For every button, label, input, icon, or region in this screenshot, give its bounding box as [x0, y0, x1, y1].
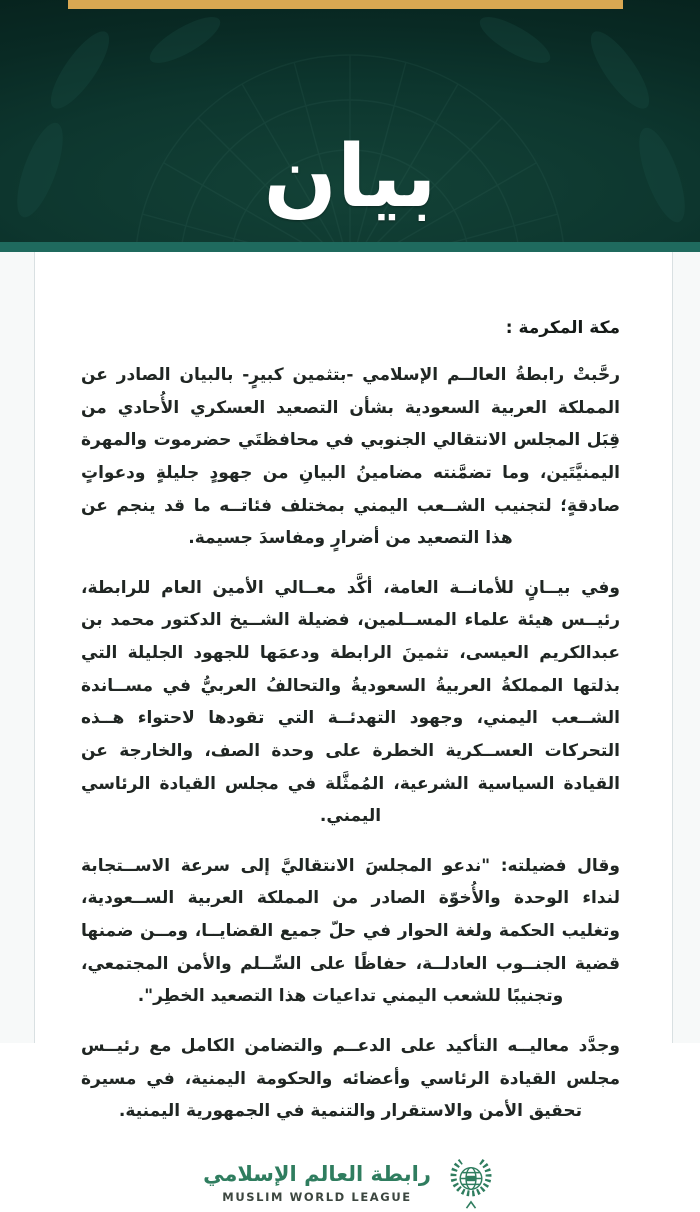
document-area — [0, 252, 700, 1204]
globe-wreath-icon — [444, 1154, 498, 1212]
paragraph-4: وجدَّد معاليــه التأكيد على الدعــم والتضامن الكامل مع رئيــس مجلس القيادة الرئاسي وأعضائه والحكومة اليمنية، في مسيرة تحقيق الأمن والاستقرار والتنمية في الجمهورية اليمنية. — [81, 1035, 620, 1122]
statement-title: بيان — [263, 127, 437, 227]
mwl-logo-english: MUSLIM WORLD LEAGUE — [222, 1189, 412, 1204]
location-heading: مكة المكرمة : — [505, 318, 620, 338]
paragraph-2: وفي بيــانٍ للأمانــة العامة، أكَّد معــالي الأمين العام للرابطة، رئيــس هيئة علماء المســلمين، فضيلة الشــيخ الدكتور محمد بن عبدالكريم العيسى، تثمينَ الرابطة ودعمَها للجهود الجليلة التي بذلتها المملكةُ العربيةُ السعوديةُ والتحالفُ العربيُّ في مســاندة الشــعب اليمني، وجهود التهدئــة التي تقودها لاحتواء هــذه التحركات العســكرية الخطرة على وحدة الصف، والخارجة عن القيادة السياسية الشرعية، المُمثَّلة في مجلس القيادة الرئاسي اليمني. — [81, 577, 620, 827]
title-container — [0, 0, 700, 242]
mwl-logo — [81, 1154, 620, 1212]
mwl-logo-text — [203, 1162, 431, 1204]
document-card — [34, 252, 673, 1204]
teal-divider — [0, 242, 700, 252]
mwl-logo-arabic: رابطة العالم الإسلامي — [203, 1161, 431, 1186]
globe-center-mark — [466, 1176, 475, 1181]
header-banner — [0, 0, 700, 252]
paragraph-1: رحَّبتْ رابطةُ العالــم الإسلامي -بتثمين كبيرٍ- بالبيان الصادر عن المملكة العربية السعودية بشأن التصعيد العسكري الأُحادي من قِبَل المجلس الانتقالي الجنوبي في محافظتَي حضرموت والمهرة اليمنيَّتَين، وما تضمَّنته مضامينُ البيانِ من جهودٍ جليلةٍ ودعواتٍ صادقةٍ؛ لتجنيب الشــعب اليمني بمختلف فئاتــه ما قد ينجم عن هذا التصعيد من أضرارٍ ومفاسدَ جسيمة. — [81, 365, 620, 549]
paragraph-3: وقال فضيلته: "ندعو المجلسَ الانتقاليَّ إلى سرعة الاســتجابة لنداء الوحدة والأُخوّة الصادر من المملكة العربية الســعودية، وتغليب الحكمة ولغة الحوار في حلّ جميع القضايــا، ومــن ضمنها قضية الجنــوب العادلــة، حفاظًا على السِّــلم والأمن المجتمعي، وتجنيبًا للشعب اليمني تداعيات هذا التصعيد الخطِر". — [81, 855, 620, 1007]
